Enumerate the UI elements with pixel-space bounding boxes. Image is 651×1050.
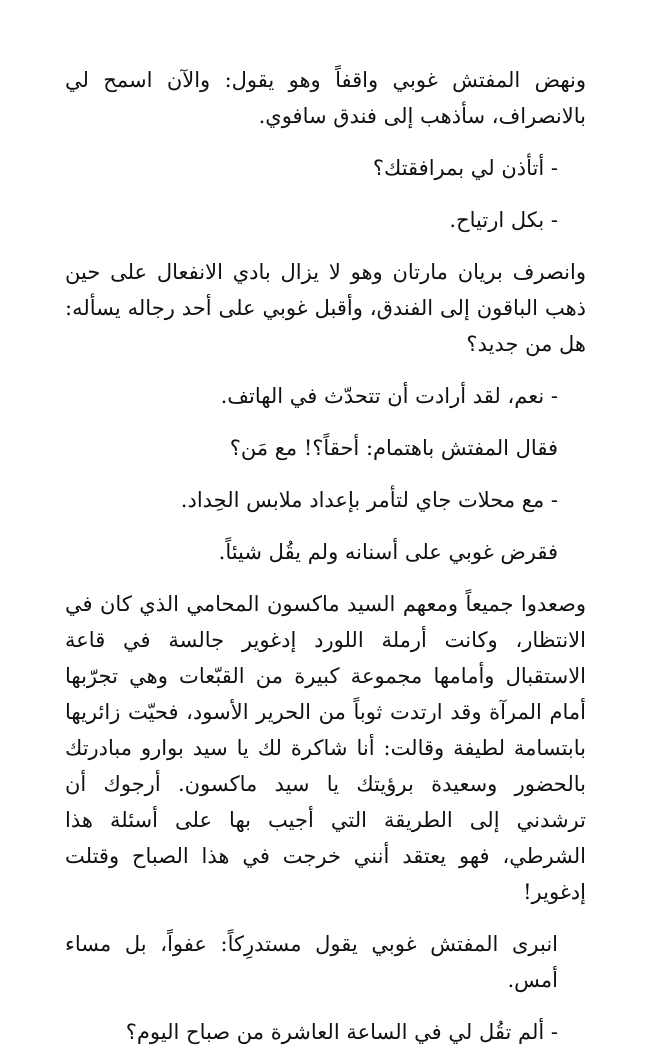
paragraph: فقال المفتش باهتمام: أحقاً؟! مع مَن؟ — [229, 436, 558, 460]
dialogue-line: - مع محلات جاي لتأمر بإعداد ملابس الحِداد. — [180, 488, 558, 512]
dialogue-line: - أتأذن لي بمرافقتك؟ — [372, 156, 558, 180]
paragraph: انبرى المفتش غوبي يقول مستدرِكاً: عفواً، بل مساء أمس. — [65, 932, 558, 992]
paragraph: ونهض المفتش غوبي واقفاً وهو يقول: والآن اسمح لي بالانصراف، سأذهب إلى فندق سافوي. — [65, 68, 586, 128]
paragraph: وصعدوا جميعاً ومعهم السيد ماكسون المحامي الذي كان في الانتظار، وكانت أرملة اللورد إدغوير جالسة في قاعة الاستقبال وأمامها مجموعة كبيرة من القبّعات وهي تجرّبها أمام المرآة وقد ارتدت ثوباً من الحرير الأسود، فحيّت زائريها بابتسامة لطيفة وقالت: أنا شاكرة لك يا سيد بوارو مبادرتك بالحضور وسعيدة برؤيتك يا سيد ماكسون. أرجوك أن ترشدني إلى الطريقة التي أجيب بها على أسئلة هذا الشرطي، فهو يعتقد أنني خرجت في هذا الصباح وقتلت إدغوير! — [65, 592, 586, 904]
paragraph: فقرض غوبي على أسنانه ولم يقُل شيئاً. — [218, 540, 558, 564]
dialogue-line: - نعم، لقد أرادت أن تتحدّث في الهاتف. — [220, 384, 558, 408]
dialogue-line: - ألم تقُل لي في الساعة العاشرة من صباح اليوم؟ — [125, 1020, 558, 1044]
dialogue-line: - بكل ارتياح. — [449, 208, 558, 232]
paragraph: وانصرف بريان مارتان وهو لا يزال بادي الانفعال على حين ذهب الباقون إلى الفندق، وأقبل غوبي على أحد رجاله يسأله: هل من جديد؟ — [65, 260, 586, 356]
